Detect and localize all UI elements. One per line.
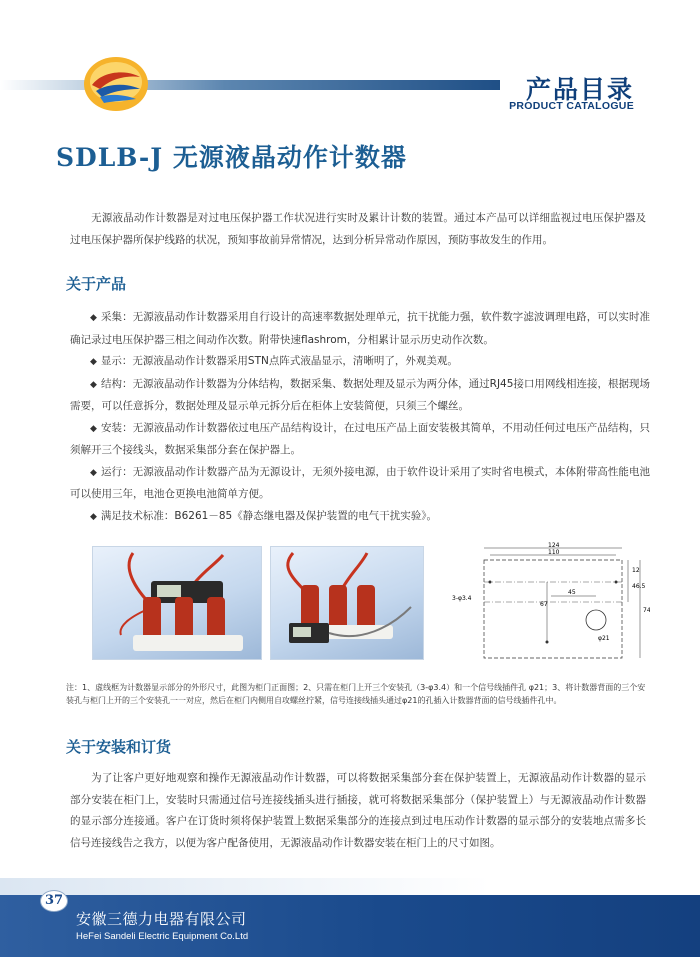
- dim-12: 12: [632, 567, 640, 574]
- feature-item: ◆ 满足技术标准：B6261－85《静态继电器及保护装置的电气干扰实验》。: [70, 506, 650, 529]
- dim-45: 45: [568, 589, 576, 596]
- company-logo: [82, 55, 150, 113]
- page-header: [0, 0, 700, 130]
- catalogue-title-cn: 产品目录: [525, 75, 634, 104]
- product-photo-counter: [92, 546, 262, 660]
- feature-item: ◆ 运行：无源液晶动作计数器产品为无源设计，无须外接电源，由于软件设计采用了实时省电模式，本体附带高性能电池可以使用三年，电池仓更换电池简单方便。: [70, 462, 650, 506]
- page-number: 37: [40, 890, 68, 912]
- feature-item: ◆ 结构：无源液晶动作计数器为分体结构，数据采集、数据处理及显示为两分体，通过RJ45接口用网线相连接，根据现场需要，可以任意拆分，数据处理及显示单元拆分后在柜体上安装简便，只须三个螺丝。: [70, 374, 650, 418]
- install-heading: 关于安装和订货: [66, 738, 172, 756]
- dim-110: 110: [548, 549, 560, 556]
- dim-3-phi3.4: 3-φ3.4: [452, 595, 472, 602]
- header-gradient-bar: [0, 80, 500, 90]
- dim-124: 124: [548, 542, 560, 549]
- install-paragraph: [70, 768, 646, 854]
- dim-46.5: 46.5: [632, 583, 646, 590]
- feature-list: [70, 307, 650, 528]
- feature-item: ◆ 安装：无源液晶动作计数器依过电压产品结构设计，在过电压产品上面安装极其简单，不用动任何过电压产品结构，只须解开三个接线头，数据采集部分套在保护器上。: [70, 418, 650, 462]
- product-photo-display-unit: [270, 546, 424, 660]
- feature-item: ◆ 采集：无源液晶动作计数器采用自行设计的高速率数据处理单元，抗干扰能力强，软件数字滤波调理电路，可以实时准确记录过电压保护器三相之间动作次数。附带快速flashrom，分相累计显示历史动作次数。: [70, 307, 650, 351]
- dim-74: 74: [643, 607, 650, 614]
- company-name-cn: 安徽三德力电器有限公司: [76, 910, 247, 928]
- installation-drawing: [450, 542, 650, 667]
- catalogue-title-en: PRODUCT CATALOGUE: [509, 100, 634, 112]
- about-heading: 关于产品: [66, 275, 127, 293]
- dim-67: 67: [540, 601, 548, 608]
- intro-paragraph: [70, 208, 646, 251]
- drawing-note: 注：1、虚线框为计数器显示部分的外形尺寸，此图为柜门正面图；2、只需在柜门上开三个安装孔（3-φ3.4）和一个信号线插件孔 φ21；3、将计数器背面的三个安装孔与柜门上开的三个安装孔一一对应，然后在柜门内侧用自攻螺丝拧紧，信号连接线插头通过φ21的孔插入计数器背面的信号线插件孔中。: [66, 683, 646, 705]
- install-text: 为了让客户更好地观察和操作无源液晶动作计数器，可以将数据采集部分套在保护装置上，无源液晶动作计数器的显示部分安装在柜门上，安装时只需通过信号连接线插头进行插接，就可将数据采集部分（保护装置上）与无源液晶动作计数器的显示部分连接通。客户在订货时须将保护装置上数据采集部分的连接点到过电压动作计数器的显示部分的安装地点需多长信号连接线告之我方，以便为客户配备使用，无源液晶动作计数器安装在柜门上的尺寸如图。: [70, 772, 646, 849]
- feature-item: ◆ 显示：无源液晶动作计数器采用STN点阵式液晶显示，清晰明了，外观美观。: [70, 351, 650, 374]
- company-name-en: HeFei Sandeli Electric Equipment Co.Ltd: [76, 931, 249, 942]
- dim-phi21: φ21: [598, 635, 610, 642]
- page-title: SDLB-J 无源液晶动作计数器: [56, 143, 407, 172]
- intro-text: 无源液晶动作计数器是对过电压保护器工作状况进行实时及累计计数的装置。通过本产品可以详细监视过电压保护器及过电压保护器所保护线路的状况，预知事故前异常情况，达到分析异常动作原因，预防事故发生的作用。: [70, 212, 646, 246]
